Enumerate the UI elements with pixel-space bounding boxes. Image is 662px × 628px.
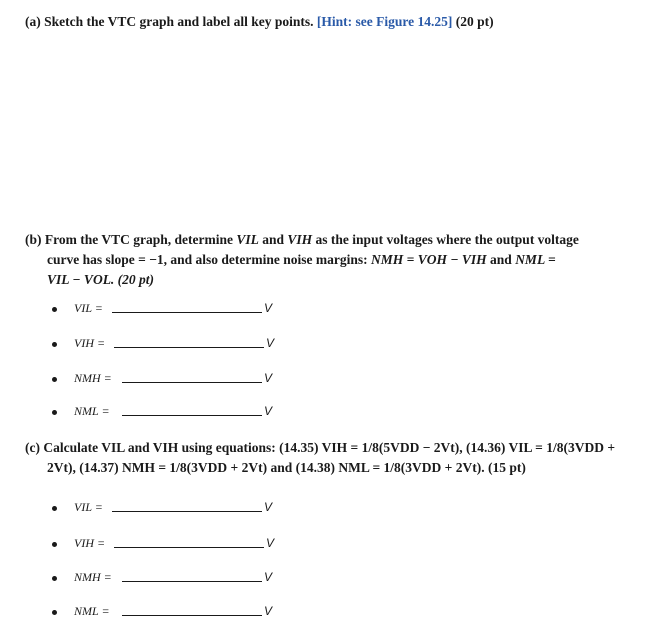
answer-line[interactable] [112, 511, 262, 512]
blank-label: NMH = [74, 570, 112, 584]
blank-label: VIL = [74, 500, 103, 514]
question-b-line-3: VIL − VOL. (20 pt) [47, 272, 155, 287]
question-c-line-1: (c) Calculate VIL and VIH using equations: (14.35) VIH = 1/8(5VDD − 2Vt), (14.36) VIL = 1/8(3VDD + [25, 440, 616, 455]
question-a-points: (20 pt) [452, 14, 494, 29]
blank-unit: V [264, 404, 273, 418]
bullet-icon [52, 610, 57, 615]
blank-unit: V [266, 536, 275, 550]
blank-b-nml [52, 404, 312, 426]
blank-label: VIH = [74, 536, 106, 550]
blank-c-nmh [52, 570, 312, 592]
blank-c-nml [52, 604, 312, 626]
blank-c-vih [52, 536, 312, 558]
blank-unit: V [264, 604, 273, 618]
blank-b-vil [52, 301, 312, 323]
bullet-icon [52, 307, 57, 312]
question-c-line-2: 2Vt), (14.37) NMH = 1/8(3VDD + 2Vt) and (14.38) NML = 1/8(3VDD + 2Vt). (15 pt) [47, 460, 526, 475]
question-a [25, 12, 494, 32]
question-b-and-2: and [486, 252, 516, 267]
bullet-icon [52, 342, 57, 347]
question-b-text-2: as the input voltages where the output voltage [312, 232, 579, 247]
question-b-vil: VIL [236, 232, 259, 247]
bullet-icon [52, 506, 57, 511]
question-b-nml-formula: NML = [515, 252, 556, 267]
blank-c-vil [52, 500, 312, 522]
question-b-text-1: (b) From the VTC graph, determine [25, 232, 237, 247]
answer-line[interactable] [122, 382, 262, 383]
blank-unit: V [264, 500, 273, 514]
answer-line[interactable] [122, 415, 262, 416]
blank-unit: V [266, 336, 275, 350]
question-b-line-2: curve has slope = −1, and also determine noise margins: [47, 252, 372, 267]
answer-line[interactable] [122, 615, 262, 616]
blank-label: VIH = [74, 336, 106, 350]
question-b-nmh-formula: NMH = VOH − VIH [371, 252, 487, 267]
question-a-text: (a) Sketch the VTC graph and label all key points. [25, 14, 317, 29]
blank-label: VIL = [74, 301, 103, 315]
question-b-and: and [258, 232, 288, 247]
question-b-vih: VIH [287, 232, 313, 247]
blank-label: NMH = [74, 371, 112, 385]
blank-label: NML = [74, 604, 110, 618]
blank-unit: V [264, 301, 273, 315]
hint-link[interactable]: [Hint: see Figure 14.25] [316, 14, 453, 29]
answer-line[interactable] [112, 312, 262, 313]
answer-line[interactable] [122, 581, 262, 582]
blank-b-vih [52, 336, 312, 358]
blank-unit: V [264, 371, 273, 385]
bullet-icon [52, 576, 57, 581]
bullet-icon [52, 542, 57, 547]
blank-label: NML = [74, 404, 110, 418]
bullet-icon [52, 377, 57, 382]
blank-unit: V [264, 570, 273, 584]
blank-b-nmh [52, 371, 312, 393]
question-b [25, 230, 637, 290]
answer-line[interactable] [114, 347, 264, 348]
answer-line[interactable] [114, 547, 264, 548]
bullet-icon [52, 410, 57, 415]
question-c [25, 438, 637, 478]
